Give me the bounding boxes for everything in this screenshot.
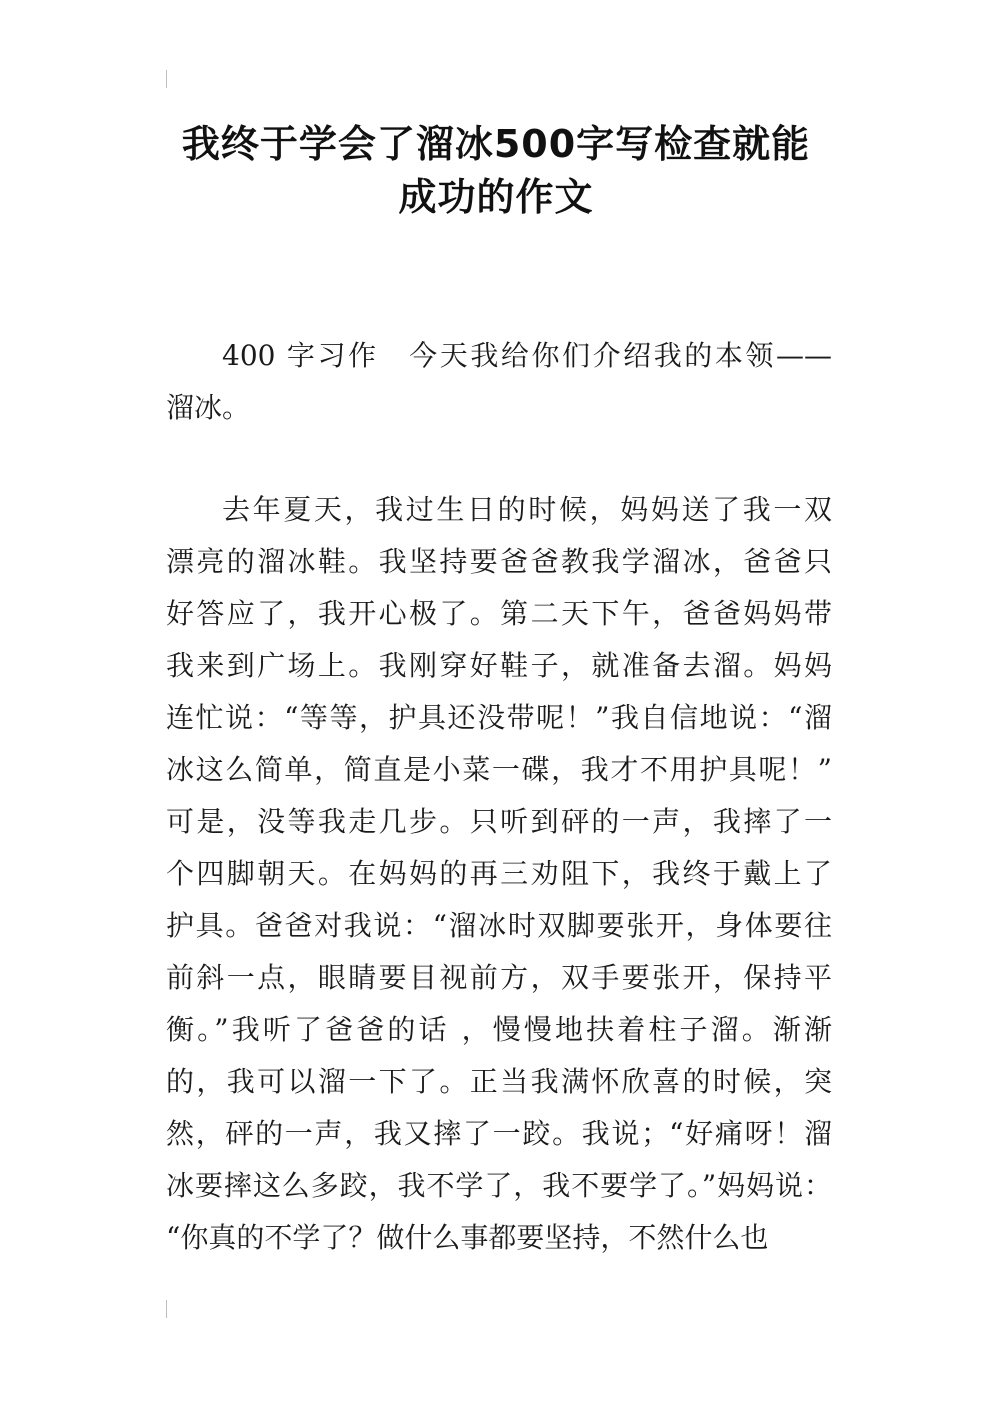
paragraph-line: 去年夏天，我过生日的时候，妈妈送了我一双 <box>222 493 832 526</box>
paragraph-line: 好答应了，我开心极了。第二天下午，爸爸妈妈带 <box>166 597 832 630</box>
title-line: 成功的作文 <box>398 175 594 219</box>
paragraph-line: 然，砰的一声，我又摔了一跤。我说；“好痛呀！溜 <box>166 1117 832 1150</box>
story-paragraph <box>166 484 832 1264</box>
paragraph-line: 护具。爸爸对我说：“溜冰时双脚要张开，身体要往 <box>166 909 832 942</box>
paragraph-line: 溜冰。 <box>166 391 251 424</box>
page-corner-mark-top <box>166 70 167 88</box>
page-corner-mark-bottom <box>166 1300 167 1318</box>
paragraph-line: 的，我可以溜一下了。正当我满怀欣喜的时候，突 <box>166 1065 832 1098</box>
paragraph-line: “你真的不学了？做什么事都要坚持，不然什么也 <box>166 1221 769 1254</box>
document-title <box>120 118 872 224</box>
paragraph-line: 冰要摔这么多跤，我不学了，我不要学了。”妈妈说： <box>166 1169 832 1202</box>
paragraph-line: 前斜一点，眼睛要目视前方，双手要张开，保持平 <box>166 961 832 994</box>
title-line: 我终于学会了溜冰500字写检查就能 <box>181 122 811 166</box>
intro-paragraph <box>166 330 832 434</box>
paragraph-line: 冰这么简单，简直是小菜一碟，我才不用护具呢！” <box>166 753 832 786</box>
paragraph-line: 400 字习作 今天我给你们介绍我的本领—— <box>222 339 832 372</box>
paragraph-line: 连忙说：“等等，护具还没带呢！”我自信地说：“溜 <box>166 701 832 734</box>
paragraph-line: 个四脚朝天。在妈妈的再三劝阻下，我终于戴上了 <box>166 857 832 890</box>
paragraph-line: 漂亮的溜冰鞋。我坚持要爸爸教我学溜冰，爸爸只 <box>166 545 832 578</box>
paragraph-line: 我来到广场上。我刚穿好鞋子，就准备去溜。妈妈 <box>166 649 832 682</box>
paragraph-line: 衡。”我听了爸爸的话 ，慢慢地扶着柱子溜。渐渐 <box>166 1013 832 1046</box>
paragraph-line: 可是，没等我走几步。只听到砰的一声，我摔了一 <box>166 805 832 838</box>
